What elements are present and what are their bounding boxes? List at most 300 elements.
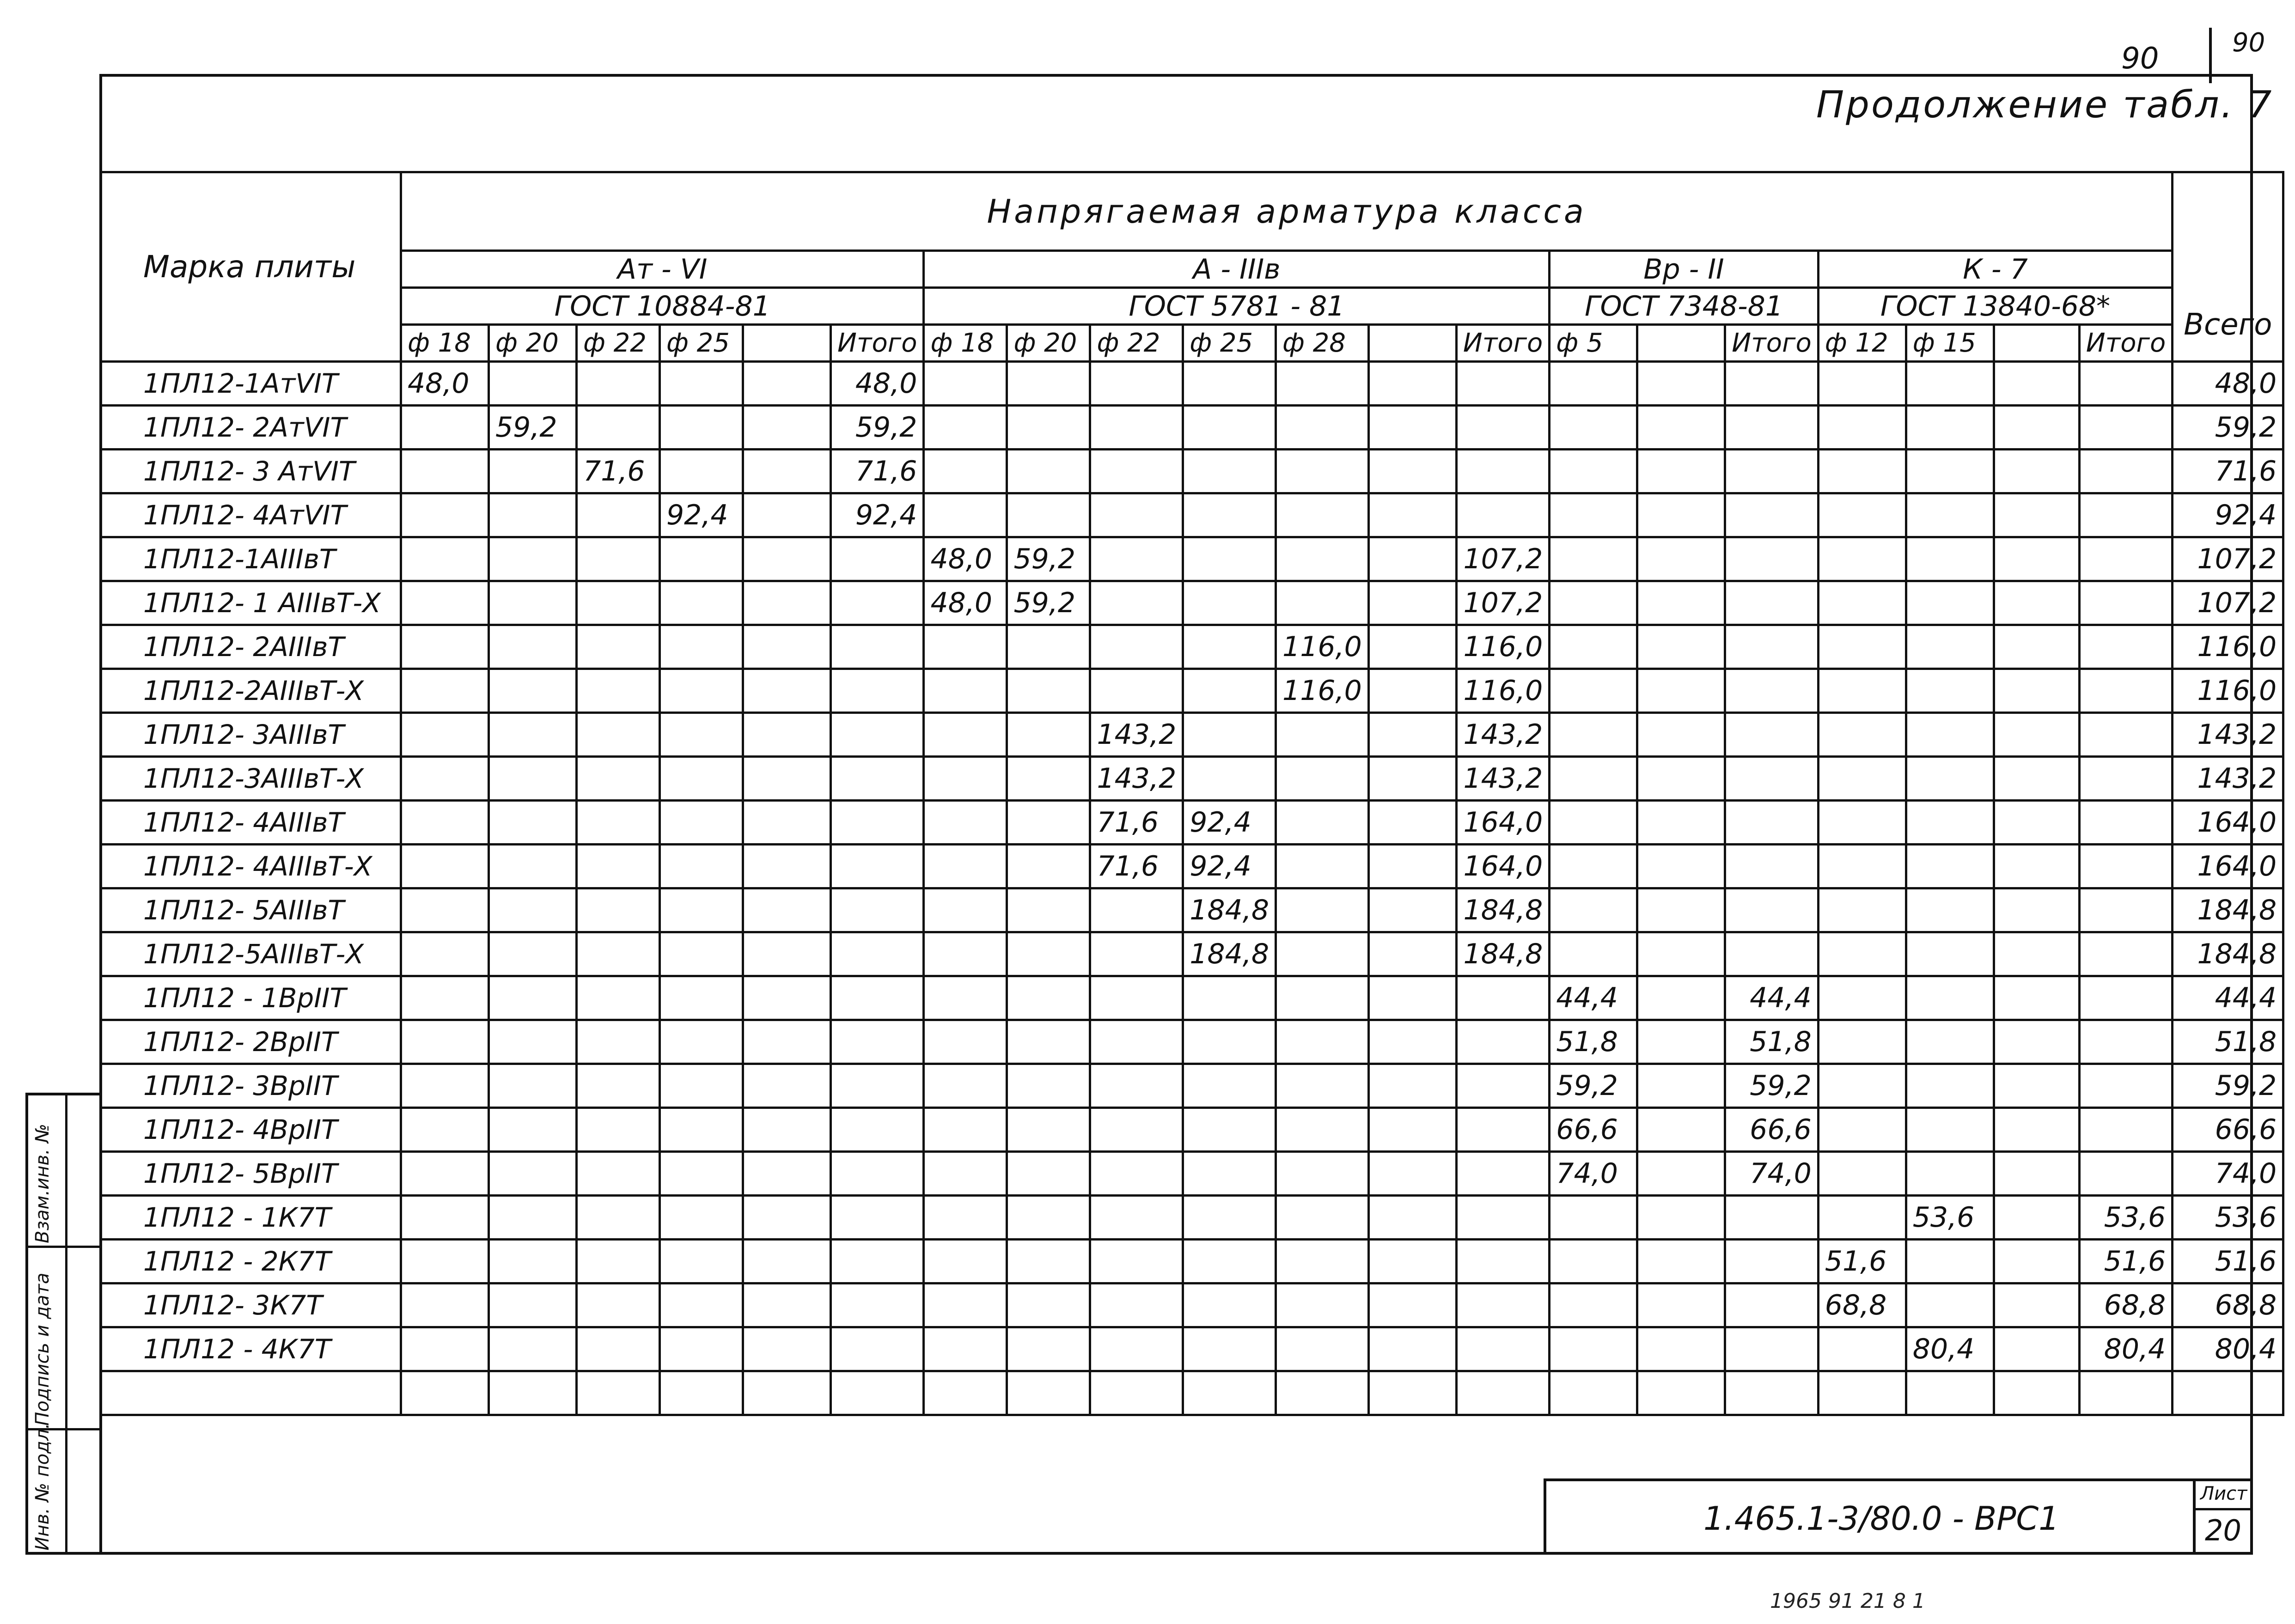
- table-cell: 66,6: [1550, 1108, 1637, 1152]
- table-cell: [1550, 1283, 1637, 1327]
- table-cell: [1007, 1240, 1090, 1283]
- table-cell: [1550, 493, 1637, 537]
- table-cell: [2079, 1108, 2172, 1152]
- table-cell: [1007, 1108, 1090, 1152]
- table-cell: [1725, 625, 1818, 669]
- table-cell: [577, 713, 660, 757]
- table-cell: 92,4: [2173, 493, 2283, 537]
- table-cell: 59,2: [831, 406, 924, 450]
- table-cell: [1090, 625, 1183, 669]
- table-cell: [1818, 888, 1906, 932]
- table-cell: 92,4: [831, 493, 924, 537]
- class-gost: ГОСТ 5781 - 81: [924, 288, 1550, 325]
- diameter-header: [1994, 325, 2079, 362]
- table-cell: [577, 888, 660, 932]
- table-cell: 68,8: [2173, 1283, 2283, 1327]
- table-cell: [1368, 362, 1456, 406]
- col-mark-header: Марка плиты: [101, 172, 401, 362]
- table-cell: 116,0: [1456, 625, 1549, 669]
- table-cell: [577, 1327, 660, 1371]
- table-cell: [1818, 493, 1906, 537]
- diameter-header: ф 5: [1550, 325, 1637, 362]
- slab-mark: 1ПЛ12 - 4К7Т: [101, 1327, 401, 1371]
- table-cell: 48,0: [2173, 362, 2283, 406]
- table-cell: [1637, 1196, 1725, 1240]
- table-cell: [489, 493, 577, 537]
- table-cell: [1007, 713, 1090, 757]
- table-cell: [1725, 713, 1818, 757]
- table-cell: [1007, 362, 1090, 406]
- table-cell: [1994, 1152, 2079, 1196]
- table-cell: [1007, 1152, 1090, 1196]
- slab-mark: 1ПЛ12- 4АтVIТ: [101, 493, 401, 537]
- table-cell: [1276, 406, 1369, 450]
- sheet-number: 90: [2121, 42, 2159, 76]
- table-cell: [1368, 801, 1456, 845]
- slab-mark: 1ПЛ12- 3К7Т: [101, 1283, 401, 1327]
- table-cell: [401, 1240, 489, 1283]
- table-cell: [1637, 1283, 1725, 1327]
- table-cell: [1994, 845, 2079, 888]
- table-cell: [401, 493, 489, 537]
- table-cell: [489, 1240, 577, 1283]
- table-cell: 143,2: [2173, 757, 2283, 801]
- table-cell: [1994, 888, 2079, 932]
- table-cell: [1007, 1196, 1090, 1240]
- slab-mark: 1ПЛ12- 4АIIIвТ-Х: [101, 845, 401, 888]
- table-cell: [401, 801, 489, 845]
- table-cell: 59,2: [1550, 1064, 1637, 1108]
- table-cell: [660, 845, 743, 888]
- table-cell: 59,2: [2173, 1064, 2283, 1108]
- table-cell: [1368, 932, 1456, 976]
- table-cell: [1456, 1108, 1549, 1152]
- table-cell: [2079, 845, 2172, 888]
- table-cell: 51,6: [2079, 1240, 2172, 1283]
- table-cell: 184,8: [1456, 888, 1549, 932]
- table-cell: [1637, 1020, 1725, 1064]
- table-cell: [577, 625, 660, 669]
- table-cell: [924, 801, 1007, 845]
- table-cell: 51,8: [1550, 1020, 1637, 1064]
- table-cell: [1090, 1108, 1183, 1152]
- table-cell: [1550, 625, 1637, 669]
- table-cell: [924, 1020, 1007, 1064]
- sidebar-label-replace-inv: Взам.инв. №: [32, 1124, 53, 1243]
- table-cell: [489, 669, 577, 713]
- table-cell: [577, 581, 660, 625]
- table-cell: [1818, 537, 1906, 581]
- document-code: 1.465.1-3/80.0 - ВРС1: [1703, 1500, 2059, 1538]
- diameter-header: ф 25: [1183, 325, 1276, 362]
- table-cell: [1183, 450, 1276, 493]
- diameter-header: ф 22: [577, 325, 660, 362]
- table-cell: [1725, 669, 1818, 713]
- table-cell: [743, 581, 831, 625]
- table-cell: [1818, 713, 1906, 757]
- table-cell: [924, 450, 1007, 493]
- table-cell: [489, 845, 577, 888]
- table-cell: [1906, 1108, 1994, 1152]
- table-cell: [489, 362, 577, 406]
- table-row: [101, 757, 2283, 801]
- table-cell: [1906, 932, 1994, 976]
- table-row: [101, 406, 2283, 450]
- table-cell: 184,8: [1456, 932, 1549, 976]
- table-row: [101, 669, 2283, 713]
- table-cell: [1906, 1283, 1994, 1327]
- table-cell: [831, 888, 924, 932]
- table-cell: [831, 1196, 924, 1240]
- table-cell: [1368, 493, 1456, 537]
- table-cell: [831, 757, 924, 801]
- table-cell: [743, 1020, 831, 1064]
- table-cell: [1090, 1020, 1183, 1064]
- table-cell: [1906, 845, 1994, 888]
- table-cell: [2079, 406, 2172, 450]
- sheet-box: [2193, 1481, 2253, 1555]
- table-cell: 71,6: [1090, 845, 1183, 888]
- table-cell: 44,4: [2173, 976, 2283, 1020]
- table-cell: [660, 1240, 743, 1283]
- sidebar-label-orig-inv: Инв. № подл.: [32, 1423, 53, 1551]
- class-gost: ГОСТ 13840-68*: [1818, 288, 2172, 325]
- table-cell: [743, 669, 831, 713]
- table-cell: [1637, 450, 1725, 493]
- table-cell: [489, 713, 577, 757]
- table-cell: [1725, 932, 1818, 976]
- table-cell: [1637, 625, 1725, 669]
- table-cell: [577, 406, 660, 450]
- table-cell: [577, 493, 660, 537]
- table-cell: [1637, 537, 1725, 581]
- table-cell: [1994, 801, 2079, 845]
- table-cell: [1994, 406, 2079, 450]
- table-row: [101, 1108, 2283, 1152]
- table-cell: 71,6: [831, 450, 924, 493]
- table-cell: [1183, 406, 1276, 450]
- table-cell: [1090, 537, 1183, 581]
- table-cell: [1368, 1108, 1456, 1152]
- table-cell: [1276, 1196, 1369, 1240]
- table-cell: [1090, 581, 1183, 625]
- table-cell: [1090, 888, 1183, 932]
- table-cell: [1906, 976, 1994, 1020]
- table-cell: [743, 1283, 831, 1327]
- diameter-header: ф 22: [1090, 325, 1183, 362]
- table-cell: [2079, 713, 2172, 757]
- table-cell-empty: [489, 1371, 577, 1415]
- table-cell: [1994, 1196, 2079, 1240]
- table-cell: [1906, 1064, 1994, 1108]
- table-cell: [1183, 1020, 1276, 1064]
- table-cell: [1007, 625, 1090, 669]
- table-cell: [1725, 1327, 1818, 1371]
- table-cell: [1637, 976, 1725, 1020]
- table-cell: [1090, 362, 1183, 406]
- table-cell: [1183, 976, 1276, 1020]
- table-cell: [743, 406, 831, 450]
- table-cell: [489, 888, 577, 932]
- table-cell: [489, 1020, 577, 1064]
- table-cell: [1276, 845, 1369, 888]
- table-cell: [1637, 801, 1725, 845]
- table-cell: [1007, 1020, 1090, 1064]
- table-cell: [831, 537, 924, 581]
- table-cell: [1276, 1327, 1369, 1371]
- table-cell: [2079, 888, 2172, 932]
- table-cell: 107,2: [1456, 581, 1549, 625]
- table-cell: [924, 1108, 1007, 1152]
- table-row: [101, 1064, 2283, 1108]
- table-cell: 71,6: [577, 450, 660, 493]
- table-cell: [831, 581, 924, 625]
- title-block-stamp: [1544, 1478, 2253, 1555]
- table-row: [101, 1283, 2283, 1327]
- table-cell: [1994, 1020, 2079, 1064]
- table-cell: [1183, 1240, 1276, 1283]
- table-cell: [1090, 1064, 1183, 1108]
- table-cell: [1276, 1283, 1369, 1327]
- table-cell: [1368, 976, 1456, 1020]
- table-cell: [1994, 362, 2079, 406]
- table-cell: [489, 537, 577, 581]
- table-cell: [831, 1108, 924, 1152]
- table-cell: 143,2: [1456, 713, 1549, 757]
- table-cell-empty: [1906, 1371, 1994, 1415]
- table-cell: 71,6: [1090, 801, 1183, 845]
- table-cell: [1994, 1283, 2079, 1327]
- table-cell: [401, 406, 489, 450]
- table-cell: [924, 493, 1007, 537]
- table-cell: [1007, 406, 1090, 450]
- table-cell: [660, 1020, 743, 1064]
- table-row: [101, 932, 2283, 976]
- table-cell: [401, 1283, 489, 1327]
- table-cell: [1456, 1196, 1549, 1240]
- table-cell: [1725, 537, 1818, 581]
- table-cell: [401, 888, 489, 932]
- table-cell: [577, 1108, 660, 1152]
- table-cell: [2079, 669, 2172, 713]
- table-cell: [577, 1064, 660, 1108]
- table-cell: [743, 1240, 831, 1283]
- table-row: [101, 1240, 2283, 1283]
- table-cell: [401, 976, 489, 1020]
- table-cell: [1725, 801, 1818, 845]
- table-cell: [1818, 932, 1906, 976]
- table-cell: [831, 1152, 924, 1196]
- table-cell: [831, 1327, 924, 1371]
- table-cell: [1368, 406, 1456, 450]
- table-cell: [831, 713, 924, 757]
- table-cell: [1007, 932, 1090, 976]
- table-cell: [1368, 669, 1456, 713]
- table-cell: [1007, 493, 1090, 537]
- table-cell: [660, 625, 743, 669]
- table-cell: 48,0: [401, 362, 489, 406]
- table-cell: 80,4: [2173, 1327, 2283, 1371]
- continuation-label: Продолжение табл. 7: [1816, 83, 2274, 126]
- diameter-header: ф 12: [1818, 325, 1906, 362]
- sheet-box-divider: [2196, 1508, 2253, 1510]
- table-cell: [1550, 757, 1637, 801]
- table-cell: [1550, 1240, 1637, 1283]
- table-cell: [2079, 801, 2172, 845]
- table-cell: [1090, 1327, 1183, 1371]
- table-cell: [1994, 537, 2079, 581]
- table-row: [101, 976, 2283, 1020]
- table-cell: [401, 845, 489, 888]
- table-cell: [577, 537, 660, 581]
- slab-mark: 1ПЛ12- 2АтVIТ: [101, 406, 401, 450]
- table-cell: [660, 932, 743, 976]
- table-cell: [1368, 581, 1456, 625]
- table-cell: 107,2: [2173, 537, 2283, 581]
- table-cell: [401, 757, 489, 801]
- table-cell: [1276, 932, 1369, 976]
- table-cell: [489, 801, 577, 845]
- table-cell: [831, 1240, 924, 1283]
- table-cell: [1994, 713, 2079, 757]
- table-cell: [1183, 1108, 1276, 1152]
- table-cell-empty: [660, 1371, 743, 1415]
- table-cell: [1276, 1108, 1369, 1152]
- table-cell: 74,0: [1550, 1152, 1637, 1196]
- table-cell: [743, 888, 831, 932]
- class-name: К - 7: [1818, 251, 2172, 288]
- table-cell: [660, 888, 743, 932]
- table-cell: [1637, 932, 1725, 976]
- table-cell: [1637, 362, 1725, 406]
- table-cell: [1183, 493, 1276, 537]
- table-cell: [489, 625, 577, 669]
- table-cell: [1276, 713, 1369, 757]
- diameter-header: Итого: [831, 325, 924, 362]
- slab-mark: 1ПЛ12 - 1К7Т: [101, 1196, 401, 1240]
- table-cell: [1276, 537, 1369, 581]
- table-cell: [660, 713, 743, 757]
- table-cell: [1456, 1283, 1549, 1327]
- slab-mark: 1ПЛ12- 2АIIIвТ: [101, 625, 401, 669]
- table-cell: [577, 757, 660, 801]
- table-cell: [1725, 493, 1818, 537]
- table-cell: [1906, 1020, 1994, 1064]
- table-cell: [489, 1327, 577, 1371]
- table-cell: 184,8: [1183, 932, 1276, 976]
- table-cell: 143,2: [1090, 757, 1183, 801]
- table-cell: [1637, 757, 1725, 801]
- table-cell: [1994, 1064, 2079, 1108]
- table-cell: 116,0: [2173, 669, 2283, 713]
- table-cell: 68,8: [1818, 1283, 1906, 1327]
- diameter-header: [1368, 325, 1456, 362]
- table-cell: 51,6: [1818, 1240, 1906, 1283]
- table-cell: [1183, 757, 1276, 801]
- slab-mark: 1ПЛ12- 5АIIIвТ: [101, 888, 401, 932]
- table-cell-empty: [743, 1371, 831, 1415]
- table-cell: [1276, 757, 1369, 801]
- table-cell: [831, 801, 924, 845]
- reinforcement-table: [99, 171, 2284, 1416]
- table-cell: [660, 406, 743, 450]
- approval-sidebar: [25, 1093, 99, 1555]
- table-cell: [1456, 1240, 1549, 1283]
- table-cell: 164,0: [2173, 801, 2283, 845]
- table-cell: [1906, 1240, 1994, 1283]
- table-cell: [1368, 1240, 1456, 1283]
- table-row: [101, 581, 2283, 625]
- table-cell: [1276, 362, 1369, 406]
- table-cell: [743, 757, 831, 801]
- table-cell: [743, 362, 831, 406]
- class-name: Вр - II: [1550, 251, 1818, 288]
- table-cell: [401, 450, 489, 493]
- table-cell: [401, 581, 489, 625]
- table-row: [101, 713, 2283, 757]
- table-cell: [1818, 362, 1906, 406]
- table-cell: [2079, 1064, 2172, 1108]
- table-cell: [1994, 625, 2079, 669]
- class-name: Ат - VI: [401, 251, 924, 288]
- table-cell: [1818, 845, 1906, 888]
- table-cell: [401, 932, 489, 976]
- table-cell-empty: [1818, 1371, 1906, 1415]
- table-cell: [1906, 757, 1994, 801]
- table-cell: [743, 1196, 831, 1240]
- table-cell: 80,4: [1906, 1327, 1994, 1371]
- table-cell: [1906, 625, 1994, 669]
- table-cell: [577, 845, 660, 888]
- table-cell: [1550, 1196, 1637, 1240]
- table-cell: [660, 1064, 743, 1108]
- table-row: [101, 362, 2283, 406]
- table-cell: 66,6: [1725, 1108, 1818, 1152]
- table-cell: [1368, 450, 1456, 493]
- table-cell: [401, 537, 489, 581]
- table-cell: [1368, 713, 1456, 757]
- table-cell-empty: [101, 1371, 401, 1415]
- table-cell: [660, 362, 743, 406]
- table-cell: [660, 1196, 743, 1240]
- table-cell: [1637, 1152, 1725, 1196]
- table-cell: [1183, 1196, 1276, 1240]
- table-cell: [1456, 1020, 1549, 1064]
- table-row: [101, 845, 2283, 888]
- sheet-label: Лист: [2200, 1483, 2247, 1504]
- table-cell: [1818, 801, 1906, 845]
- table-cell: [2079, 625, 2172, 669]
- table-cell: 164,0: [2173, 845, 2283, 888]
- table-cell: [1725, 757, 1818, 801]
- table-row: [101, 1196, 2283, 1240]
- table-cell: 184,8: [1183, 888, 1276, 932]
- table-cell: 48,0: [831, 362, 924, 406]
- table-cell: [489, 1196, 577, 1240]
- table-cell: [401, 1196, 489, 1240]
- table-cell-empty: [1368, 1371, 1456, 1415]
- table-cell: [401, 1020, 489, 1064]
- table-cell: 53,6: [1906, 1196, 1994, 1240]
- table-cell: [1368, 757, 1456, 801]
- table-cell: [1183, 713, 1276, 757]
- table-cell: [1725, 450, 1818, 493]
- header-row-class: [101, 251, 2283, 288]
- table-cell: [1550, 450, 1637, 493]
- table-cell: [1906, 362, 1994, 406]
- table-cell: [1276, 1152, 1369, 1196]
- table-cell: [1183, 1283, 1276, 1327]
